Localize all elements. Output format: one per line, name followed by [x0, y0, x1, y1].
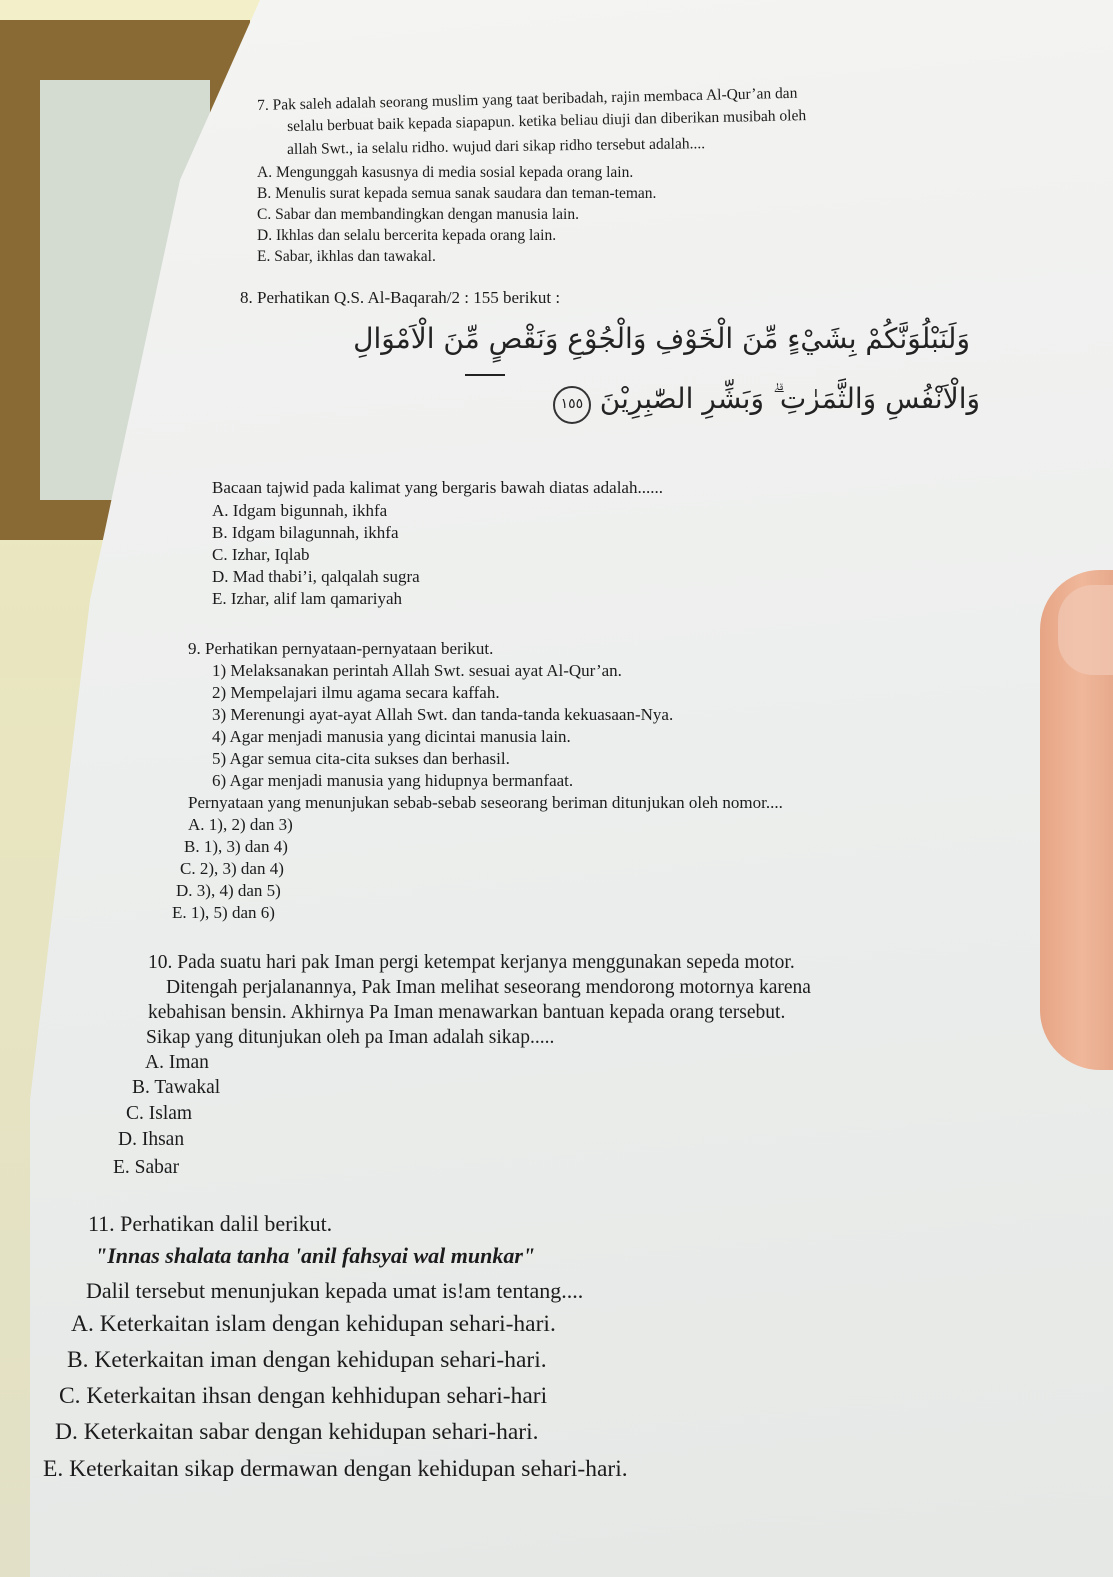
q8-stem: 8. Perhatikan Q.S. Al-Baqarah/2 : 155 berikut : [240, 288, 561, 307]
thumbnail-nail [1058, 585, 1113, 675]
q8-option-e: E. Izhar, alif lam qamariyah [212, 589, 403, 608]
q7-option-c: C. Sabar dan membandingkan dengan manusia lain. [257, 206, 579, 223]
q9-statement-4: 4) Agar menjadi manusia yang dicintai manusia lain. [212, 727, 571, 746]
q7-option-a: A. Mengunggah kasusnya di media sosial kepada orang lain. [257, 164, 634, 181]
q10-line-1: 10. Pada suatu hari pak Iman pergi ketempat kerjanya menggunakan sepeda motor. [148, 952, 795, 973]
q9-option-a: A. 1), 2) dan 3) [188, 815, 293, 834]
q7-option-b: B. Menulis surat kepada semua sanak saudara dan teman-teman. [257, 185, 657, 202]
q11-option-a: A. Keterkaitan islam dengan kehidupan sehari-hari. [71, 1311, 556, 1337]
q11-option-e: E. Keterkaitan sikap dermawan dengan kehidupan sehari-hari. [43, 1456, 628, 1482]
underline-mark [465, 374, 505, 376]
q7-line-3: allah Swt., ia selalu ridho. wujud dari sikap ridho tersebut adalah.... [286, 135, 706, 158]
q9-option-c: C. 2), 3) dan 4) [180, 859, 284, 878]
q10-line-3: kebahisan bensin. Akhirnya Pa Iman menawarkan bantuan kepada orang tersebut. [148, 1002, 786, 1023]
q9-statement-3: 3) Merenungi ayat-ayat Allah Swt. dan tanda-tanda kekuasaan-Nya. [212, 705, 674, 724]
q9-statement-6: 6) Agar menjadi manusia yang hidupnya bermanfaat. [212, 771, 574, 790]
q11-option-c: C. Keterkaitan ihsan dengan kehhidupan sehari-hari [59, 1383, 548, 1409]
q8-question: Bacaan tajwid pada kalimat yang bergaris bawah diatas adalah...... [212, 478, 663, 497]
verse-line-1: وَلَنَبْلُوَنَّكُمْ بِشَيْءٍ مِّنَ الْخَوْفِ وَالْجُوْعِ وَنَقْصٍ مِّنَ الْاَمْوَالِ [353, 322, 970, 355]
ayah-number-marker: ١٥٥ [553, 386, 591, 424]
q8-option-b: B. Idgam bilagunnah, ikhfa [212, 523, 399, 542]
q9-option-d: D. 3), 4) dan 5) [176, 881, 281, 900]
q9-option-e: E. 1), 5) dan 6) [172, 903, 275, 922]
q11-stem: 11. Perhatikan dalil berikut. [88, 1211, 333, 1236]
q10-line-4: Sikap yang ditunjukan oleh pa Iman adalah sikap..... [146, 1027, 555, 1048]
q8-option-a: A. Idgam bigunnah, ikhfa [212, 501, 388, 520]
q11-option-d: D. Keterkaitan sabar dengan kehidupan sehari-hari. [55, 1419, 539, 1445]
q9-option-b: B. 1), 3) dan 4) [184, 837, 288, 856]
q9-stem: 9. Perhatikan pernyataan-pernyataan berikut. [188, 639, 494, 658]
q9-statement-5: 5) Agar semua cita-cita sukses dan berhasil. [212, 749, 510, 768]
q11-option-b: B. Keterkaitan iman dengan kehidupan sehari-hari. [67, 1347, 547, 1373]
q9-statement-2: 2) Mempelajari ilmu agama secara kaffah. [212, 683, 500, 702]
q11-question: Dalil tersebut menunjukan kepada umat is!am tentang.... [86, 1278, 584, 1303]
q9-statement-1: 1) Melaksanakan perintah Allah Swt. sesuai ayat Al-Qur’an. [212, 661, 622, 680]
q10-option-e: E. Sabar [113, 1157, 180, 1178]
q8-option-d: D. Mad thabi’i, qalqalah sugra [212, 567, 420, 586]
q10-option-c: C. Islam [126, 1103, 193, 1124]
quran-verse [270, 320, 980, 450]
q9-question: Pernyataan yang menunjukan sebab-sebab seseorang beriman ditunjukan oleh nomor.... [188, 793, 783, 812]
verse-line-2 [553, 382, 980, 424]
q10-option-d: D. Ihsan [118, 1129, 185, 1150]
q10-line-2: Ditengah perjalanannya, Pak Iman melihat seseorang mendorong motornya karena [166, 977, 811, 998]
q7-option-e: E. Sabar, ikhlas dan tawakal. [257, 248, 436, 265]
q11-dalil: "Innas shalata tanha 'anil fahsyai wal munkar" [95, 1243, 536, 1268]
verse-line-2-text: وَالْاَنْفُسِ وَالثَّمَرٰتِ ۗ وَبَشِّرِ الصّٰبِرِيْنَ [599, 382, 980, 415]
q8-option-c: C. Izhar, Iqlab [212, 545, 310, 564]
q10-option-a: A. Iman [145, 1052, 209, 1073]
q10-option-b: B. Tawakal [132, 1077, 221, 1098]
q7-option-d: D. Ikhlas dan selalu bercerita kepada orang lain. [257, 227, 557, 244]
q7-line-2: selalu berbuat baik kepada siapapun. ketika beliau diuji dan diberikan musibah oleh [286, 107, 807, 135]
q7-line-1: 7. Pak saleh adalah seorang muslim yang taat beribadah, rajin membaca Al-Qur’an dan [256, 84, 798, 114]
